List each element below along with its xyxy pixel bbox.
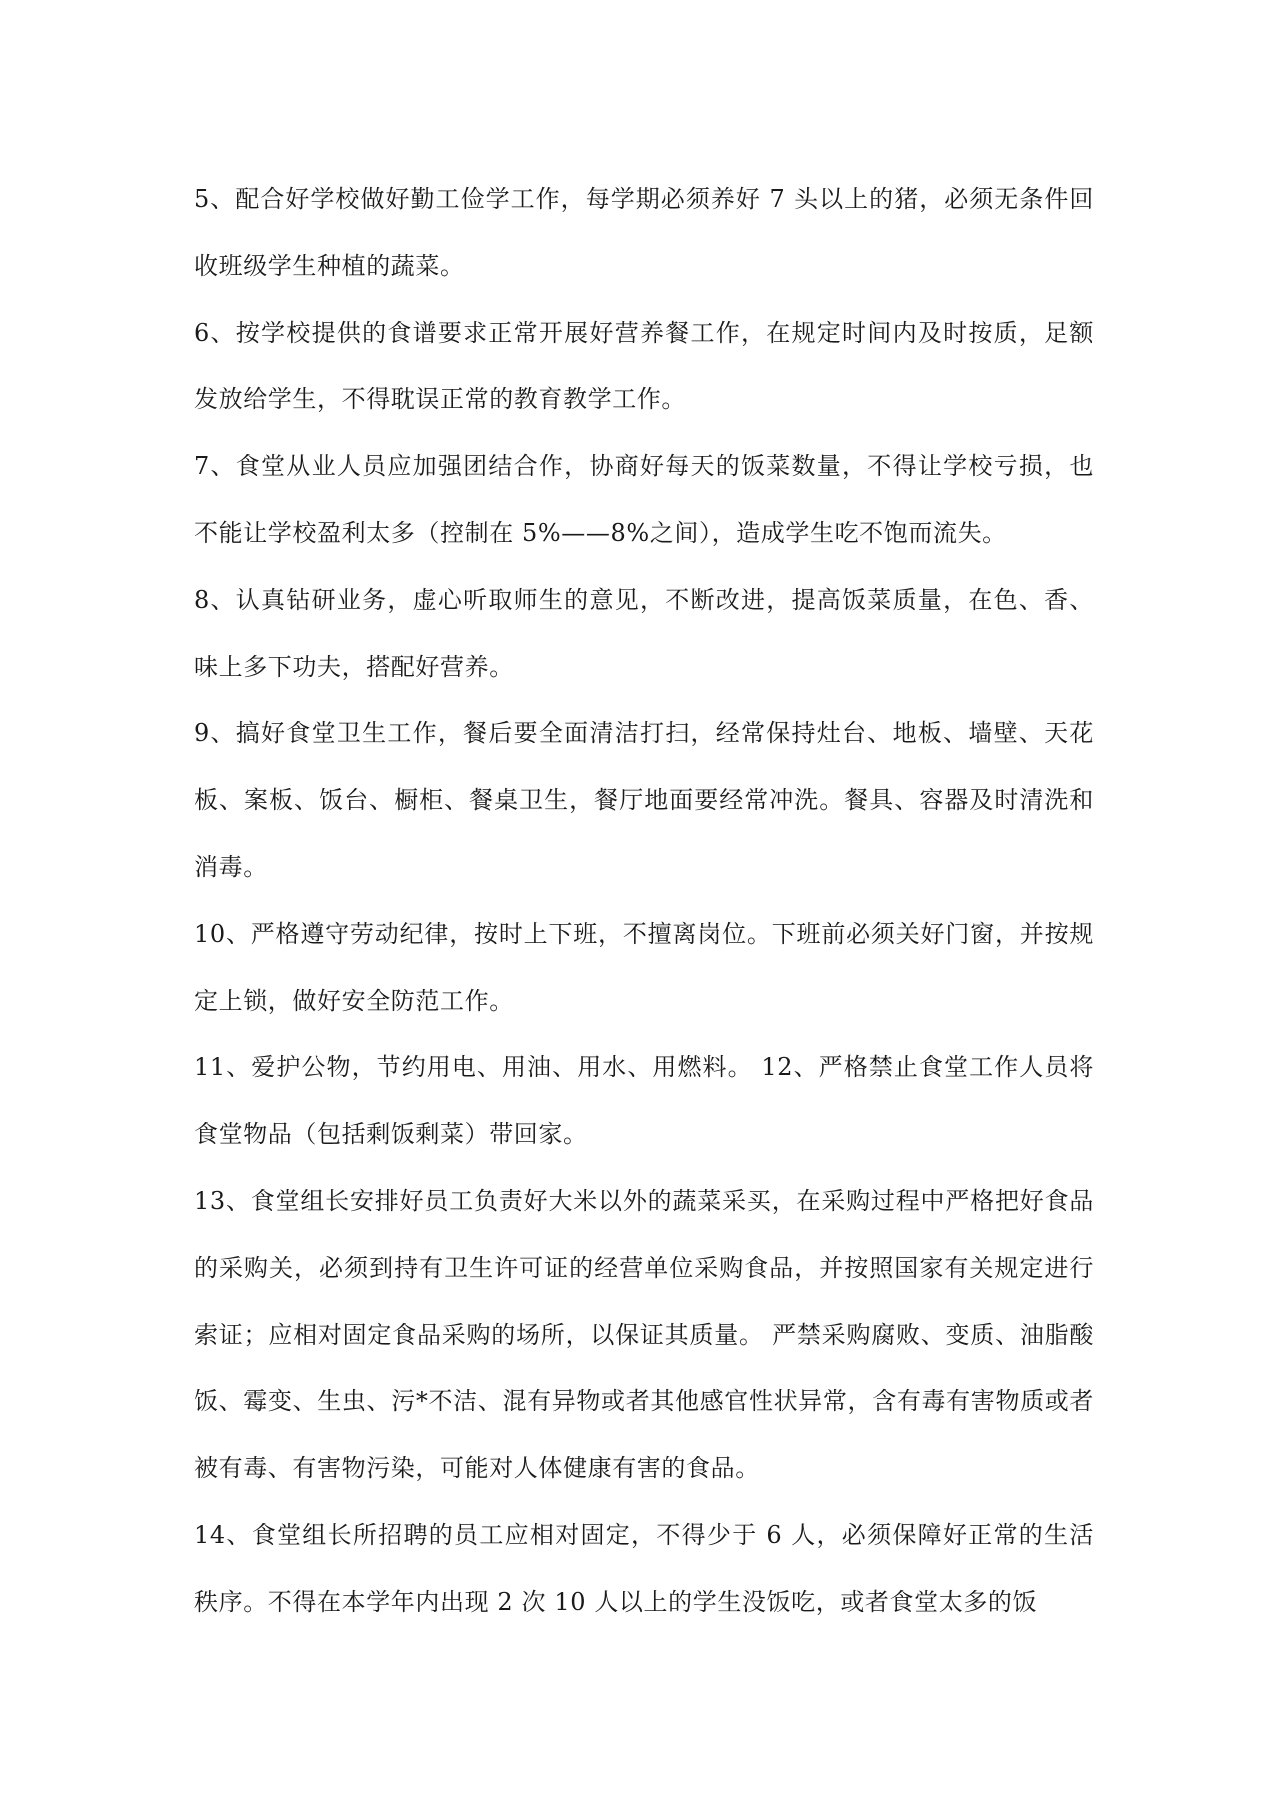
paragraph-10: 10、严格遵守劳动纪律，按时上下班，不擅离岗位。下班前必须关好门窗，并按规定上锁，做好安全防范工作。: [194, 919, 1094, 1015]
paragraph-7: 7、食堂从业人员应加强团结合作，协商好每天的饭菜数量，不得让学校亏损，也不能让学校盈利太多（控制在 5%——8%之间），造成学生吃不饱而流失。: [194, 452, 1094, 547]
paragraph-11-12: 11、爱护公物，节约用电、用油、用水、用燃料。 12、严格禁止食堂工作人员将食堂物品（包括剩饭剩菜）带回家。: [194, 1053, 1094, 1149]
paragraph-9: 9、搞好食堂卫生工作，餐后要全面清洁打扫，经常保持灶台、地板、墙壁、天花板、案板、饭台、橱柜、餐桌卫生，餐厅地面要经常冲洗。餐具、容器及时清洗和消毒。: [194, 719, 1094, 881]
paragraph-6: 6、按学校提供的食谱要求正常开展好营养餐工作，在规定时间内及时按质，足额发放给学生，不得耽误正常的教育教学工作。: [194, 318, 1094, 414]
paragraph-8: 8、认真钻研业务，虚心听取师生的意见，不断改进，提高饭菜质量，在色、香、味上多下功夫，搭配好营养。: [194, 585, 1094, 681]
paragraph-14: 14、食堂组长所招聘的员工应相对固定，不得少于 6 人，必须保障好正常的生活秩序。不得在本学年内出现 2 次 10 人以上的学生没饭吃，或者食堂太多的饭: [194, 1520, 1094, 1616]
document-body: [194, 166, 1094, 1636]
paragraph-5: 5、配合好学校做好勤工俭学工作，每学期必须养好 7 头以上的猪，必须无条件回收班级学生种植的蔬菜。: [194, 185, 1094, 280]
paragraph-13: 13、食堂组长安排好员工负责好大米以外的蔬菜采买，在采购过程中严格把好食品的采购关，必须到持有卫生许可证的经营单位采购食品，并按照国家有关规定进行索证；应相对固定食品采购的场所，以保证其质量。 严禁采购腐败、变质、油脂酸饭、霉变、生虫、污*不洁、混有异物或者其他感官性状异常，含有毒有害物质或者被有毒、有害物污染，可能对人体健康有害的食品。: [194, 1186, 1094, 1483]
